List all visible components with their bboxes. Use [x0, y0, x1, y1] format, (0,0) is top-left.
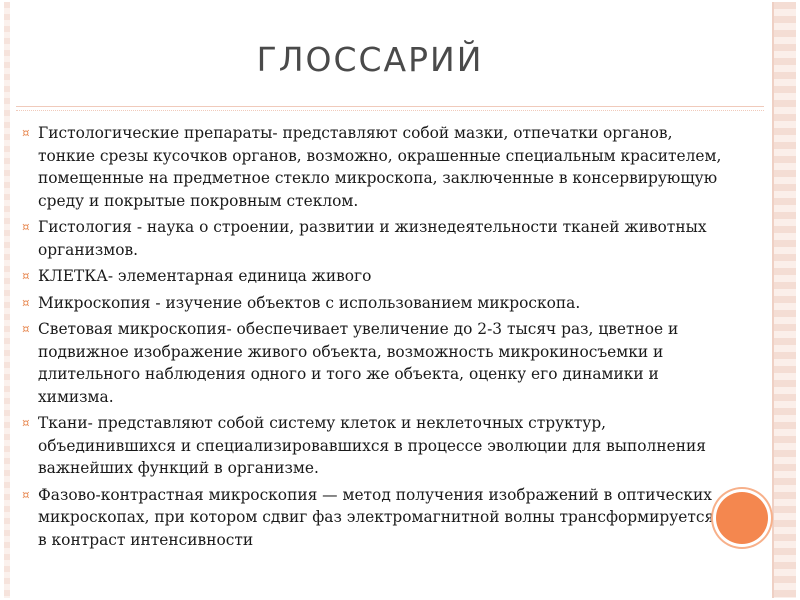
glossary-item-text: Фазово-контрастная микроскопия — метод получения изображений в оптических микроскопах, при котором сдвиг фаз электромагнитной волны трансформируется в контраст интенсивности	[38, 485, 715, 549]
glossary-item	[22, 292, 722, 315]
glossary-item-text: Ткани- представляют собой систему клеток и неклеточных структур, объединившихся и специализировавшихся в процессе эволюции для выполнения важнейших функций в организме.	[38, 414, 706, 477]
glossary-item	[22, 216, 722, 261]
glossary-item	[22, 265, 722, 288]
glossary-item-text: КЛЕТКА- элементарная единица живого	[38, 267, 372, 285]
bullet-icon: ¤	[22, 295, 30, 310]
glossary-list	[22, 122, 722, 555]
glossary-item-text: Микроскопия - изучение объектов с использованием микроскопа.	[38, 293, 581, 312]
glossary-item	[22, 122, 722, 212]
slide-border-right	[774, 2, 796, 598]
glossary-item-text: Световая микроскопия- обеспечивает увеличение до 2-3 тысяч раз, цветное и подвижное изображение живого объекта, возможность микрокиносъемки и длительного наблюдения одного и того же объекта, оценку его динамики и химизма.	[38, 320, 679, 406]
title-divider-dotted	[16, 110, 764, 112]
bullet-icon: ¤	[22, 322, 30, 336]
decorative-circle-icon	[716, 492, 768, 544]
bullet-icon: ¤	[22, 487, 30, 502]
title-divider	[16, 106, 764, 107]
bullet-icon: ¤	[22, 416, 30, 430]
glossary-item	[22, 318, 722, 408]
slide	[4, 2, 796, 598]
glossary-item-text: Гистология - наука о строении, развитии и жизнедеятельности тканей животных организмов.	[38, 218, 707, 259]
glossary-item	[22, 484, 722, 552]
slide-border-left	[4, 2, 10, 598]
bullet-icon: ¤	[22, 220, 30, 234]
glossary-item	[22, 412, 722, 480]
bullet-icon: ¤	[22, 269, 30, 283]
bullet-icon: ¤	[22, 126, 30, 140]
slide-title: ГЛОССАРИЙ	[256, 40, 484, 79]
glossary-item-text: Гистологические препараты- представляют собой мазки, отпечатки органов, тонкие срезы кусочков органов, возможно, окрашенные специальным красителем, помещенные на предметное стекло микроскопа, заключенные в консервирующую среду и покрытые покровным стеклом.	[38, 124, 722, 210]
